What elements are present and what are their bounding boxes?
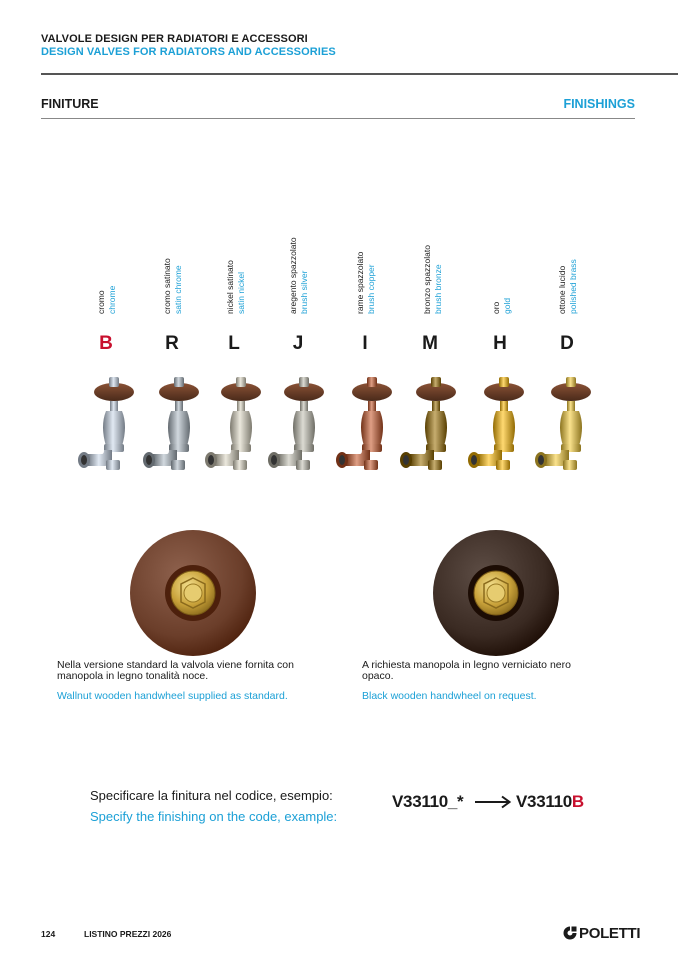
finish-name-en: satin nickel [236, 271, 246, 314]
section-title-it: FINITURE [41, 97, 99, 111]
finish-label [491, 174, 515, 314]
note-text-en: Wallnut wooden handwheel supplied as standard. [57, 690, 288, 702]
finish-label [96, 174, 120, 314]
footer-title: LISTINO PREZZI 2026 [84, 929, 172, 939]
finish-label [225, 174, 249, 314]
finish-code: R [165, 333, 179, 354]
code-suffix: B [571, 792, 584, 811]
valve-image [533, 374, 603, 480]
code-prefix: V33110 [516, 792, 572, 811]
handwheel-drawing [431, 528, 561, 658]
finish-label [355, 174, 379, 314]
finish-name-en: brush bronze [433, 264, 443, 314]
poletti-logo-icon [562, 925, 578, 941]
finish-code: I [362, 333, 368, 354]
handwheel-note-optional [362, 660, 602, 702]
specify-text-en: Specify the finishing on the code, example: [90, 809, 338, 824]
code-example-from: V33110_* [392, 792, 464, 811]
section-divider [41, 118, 635, 119]
specify-text-it: Specificare la finitura nel codice, esempio: [90, 788, 333, 803]
note-text-it: A richiesta manopola in legno verniciato nero opaco. [362, 659, 571, 682]
arrow-right-icon [474, 795, 512, 809]
header-title-it: VALVOLE DESIGN PER RADIATORI E ACCESSORI [41, 33, 308, 45]
finish-name-it: oro [491, 301, 501, 314]
finish-label [557, 174, 581, 314]
walnut-handwheel-image [128, 528, 258, 658]
finish-label [162, 174, 186, 314]
handwheel-drawing [128, 528, 258, 658]
valve-image [398, 374, 468, 480]
finish-name-en: satin chrome [173, 265, 183, 314]
valve-image [203, 374, 273, 480]
valve-image [76, 374, 146, 480]
finish-code: D [560, 333, 574, 354]
handwheel-note-standard [57, 660, 327, 702]
code-example-to [516, 792, 584, 812]
valve-image [466, 374, 536, 480]
finish-name-en: brush copper [366, 264, 376, 314]
black-handwheel-image [431, 528, 561, 658]
finish-label [288, 174, 312, 314]
finish-name-it: aregento spazzolato [288, 237, 298, 314]
finish-name-en: polished brass [568, 259, 578, 314]
header-divider [41, 73, 678, 75]
finish-name-it: nickel satinato [225, 260, 235, 314]
finish-label [422, 174, 446, 314]
page-number: 124 [41, 929, 56, 939]
note-text-it: Nella versione standard la valvola viene fornita con manopola in legno tonalità noce. [57, 659, 294, 682]
header-title-en: DESIGN VALVES FOR RADIATORS AND ACCESSORIES [41, 46, 336, 58]
section-title-en: FINISHINGS [563, 97, 635, 111]
finish-code: M [422, 333, 438, 354]
finish-name-en: gold [502, 297, 512, 314]
note-text-en: Black wooden handwheel on request. [362, 690, 537, 702]
finish-code: H [493, 333, 507, 354]
finish-name-it: cromo [96, 290, 106, 314]
finish-name-en: brush silver [299, 270, 309, 314]
logo-text: POLETTI [579, 924, 641, 942]
finish-name-it: bronzo spazzolato [422, 245, 432, 314]
valve-image [141, 374, 211, 480]
finish-code: J [292, 333, 304, 354]
valve-image [334, 374, 404, 480]
finish-name-it: cromo satinato [162, 258, 172, 314]
brand-logo [562, 924, 640, 942]
finish-code: L [228, 333, 240, 354]
finish-code: B [99, 333, 113, 354]
finish-name-en: chrome [107, 285, 117, 314]
finish-name-it: ottone lucido [557, 265, 567, 314]
finish-name-it: rame spazzolato [355, 251, 365, 314]
valve-image [266, 374, 336, 480]
